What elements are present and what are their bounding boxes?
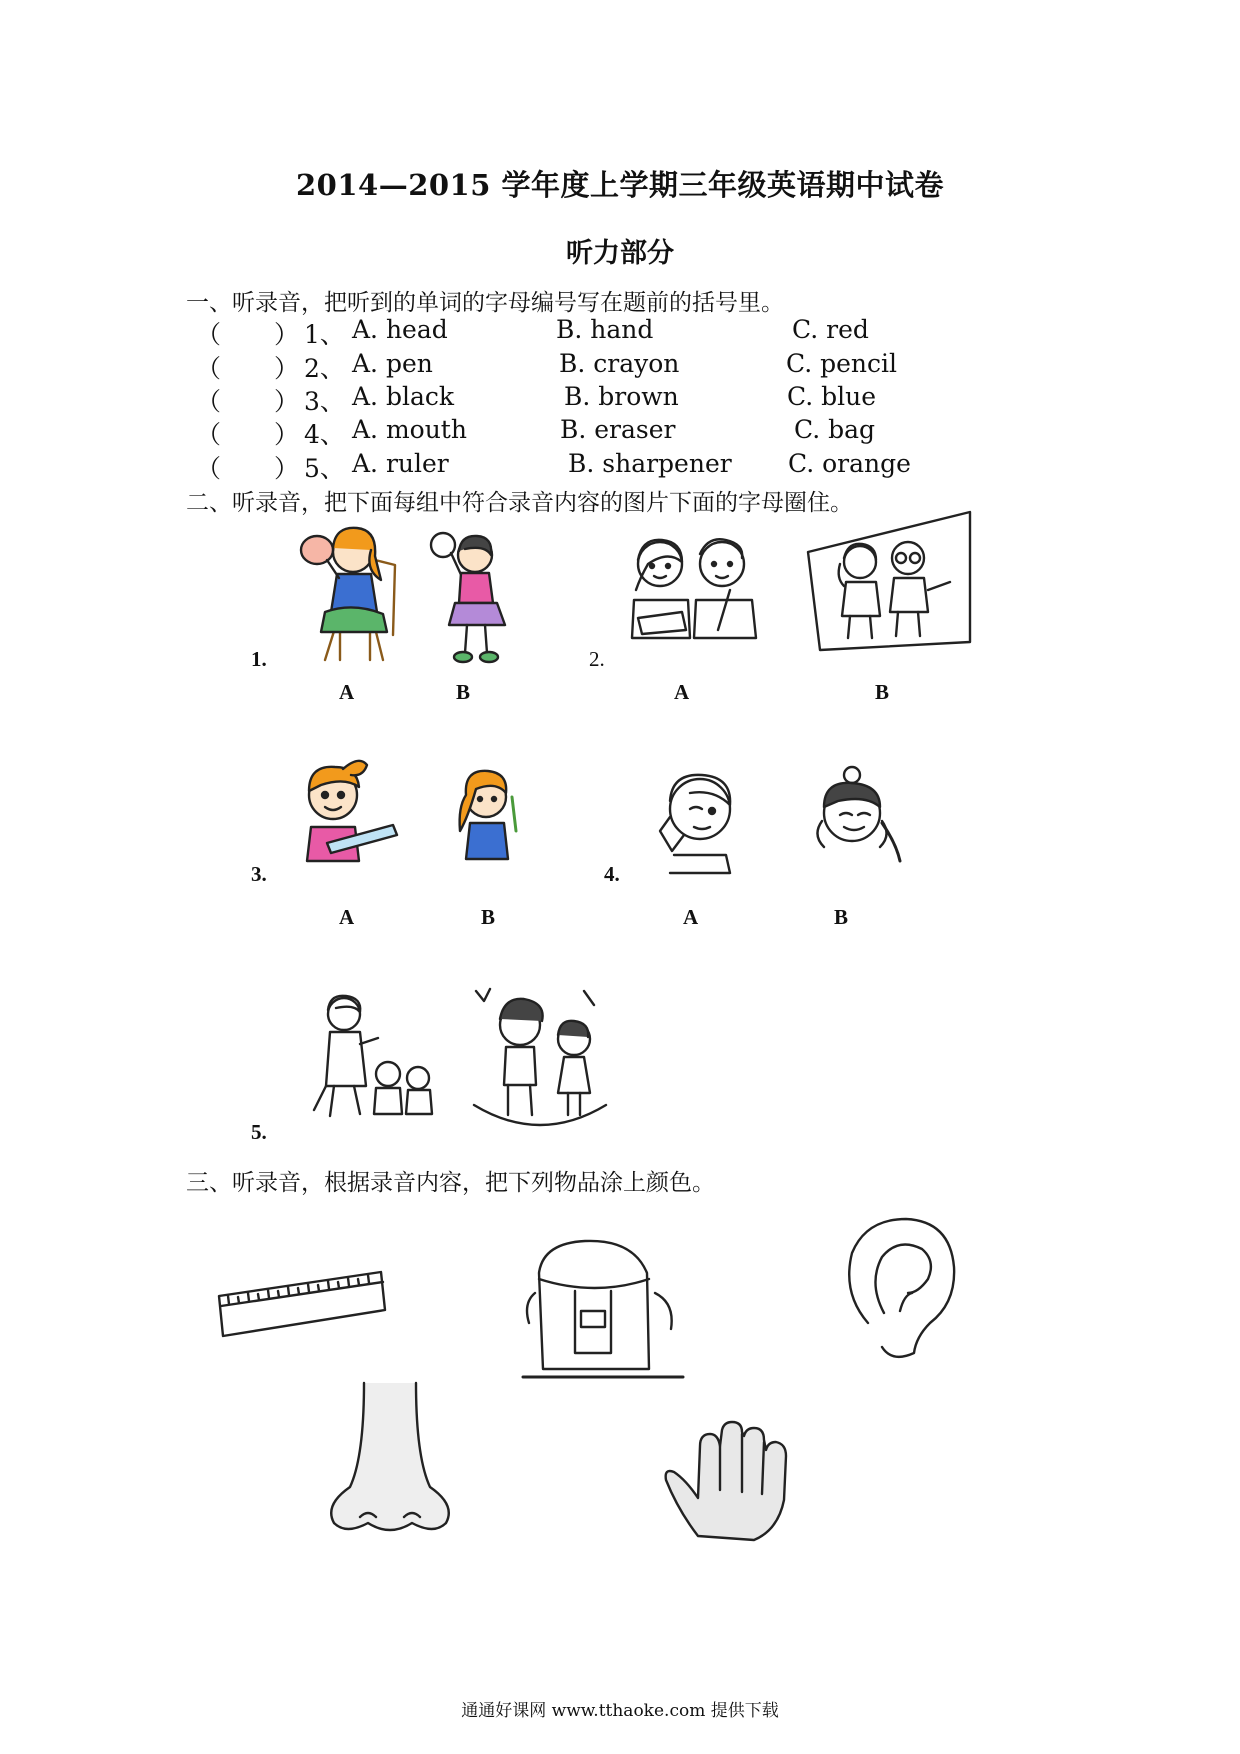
answer-paren-open: （ <box>196 320 222 349</box>
question-row <box>196 349 1016 381</box>
option-b-label: B <box>456 680 471 704</box>
option-a-label: A <box>339 905 355 929</box>
hand-picture <box>658 1420 803 1545</box>
option-b-label: B <box>481 905 496 929</box>
question-row <box>196 315 1016 347</box>
option-a: A. head <box>352 315 448 344</box>
option-a-label: A <box>674 680 690 704</box>
section1-instruction: 一、听录音，把听到的单词的字母编号写在题前的括号里。 <box>186 290 784 316</box>
boy-touching-eye-picture <box>650 765 750 875</box>
question-number: 1、 <box>304 320 345 349</box>
part-title: 听力部分 <box>566 238 674 269</box>
answer-paren-close: ） <box>274 320 300 349</box>
nose-picture <box>320 1377 460 1537</box>
answer-paren-open: （ <box>196 420 222 449</box>
group-number: 1. <box>251 647 267 671</box>
question-row <box>196 382 1016 414</box>
exam-title: 2014—2015 学年度上学期三年级英语期中试卷 <box>295 168 945 202</box>
answer-paren-close: ） <box>274 420 300 449</box>
option-c: C. red <box>792 315 869 344</box>
teacher-and-children-picture <box>290 990 440 1130</box>
children-in-frame-picture <box>800 512 975 652</box>
option-b: B. brown <box>564 382 679 411</box>
option-b-label: B <box>834 905 849 929</box>
option-a-label: A <box>683 905 699 929</box>
question-number: 5、 <box>304 454 345 483</box>
answer-paren-close: ） <box>274 354 300 383</box>
option-c: C. orange <box>788 449 911 478</box>
option-b: B. eraser <box>560 415 676 444</box>
bag-picture <box>515 1233 685 1378</box>
answer-paren-close: ） <box>274 387 300 416</box>
option-b-label: B <box>875 680 890 704</box>
group-number: 4. <box>604 862 620 886</box>
ruler-picture <box>215 1270 390 1350</box>
footer-credit: 通通好课网 www.tthaoke.com 提供下载 <box>461 1701 779 1721</box>
option-a: A. black <box>352 382 455 411</box>
option-c: C. bag <box>794 415 876 444</box>
girl-with-mirror-sitting-picture <box>295 520 405 665</box>
answer-paren-open: （ <box>196 454 222 483</box>
answer-paren-open: （ <box>196 387 222 416</box>
option-a: A. mouth <box>352 415 467 444</box>
girl-with-pencil-picture <box>450 757 530 872</box>
answer-paren-open: （ <box>196 354 222 383</box>
girl-with-mirror-standing-picture <box>425 527 515 667</box>
answer-paren-close: ） <box>274 454 300 483</box>
option-a: A. ruler <box>352 449 449 478</box>
option-b: B. crayon <box>559 349 680 378</box>
question-number: 4、 <box>304 420 345 449</box>
group-number: 5. <box>251 1120 267 1144</box>
question-row <box>196 449 1016 481</box>
ear-picture <box>838 1213 968 1363</box>
girl-with-ruler-picture <box>287 755 402 870</box>
question-number: 3、 <box>304 387 345 416</box>
question-row <box>196 415 1016 447</box>
question-number: 2、 <box>304 354 345 383</box>
option-b: B. sharpener <box>568 449 732 478</box>
section3-instruction: 三、听录音，根据录音内容，把下列物品涂上颜色。 <box>186 1170 715 1196</box>
two-children-with-crayons-picture <box>618 530 768 645</box>
girl-with-hands-on-cheeks-picture <box>800 763 910 878</box>
option-a: A. pen <box>352 349 433 378</box>
option-c: C. blue <box>787 382 877 411</box>
option-a-label: A <box>339 680 355 704</box>
group-number: 2. <box>589 647 605 671</box>
option-c: C. pencil <box>786 349 898 378</box>
boy-and-girl-picture <box>470 985 610 1135</box>
section2-instruction: 二、听录音，把下面每组中符合录音内容的图片下面的字母圈住。 <box>186 490 853 516</box>
option-b: B. hand <box>556 315 654 344</box>
group-number: 3. <box>251 862 267 886</box>
